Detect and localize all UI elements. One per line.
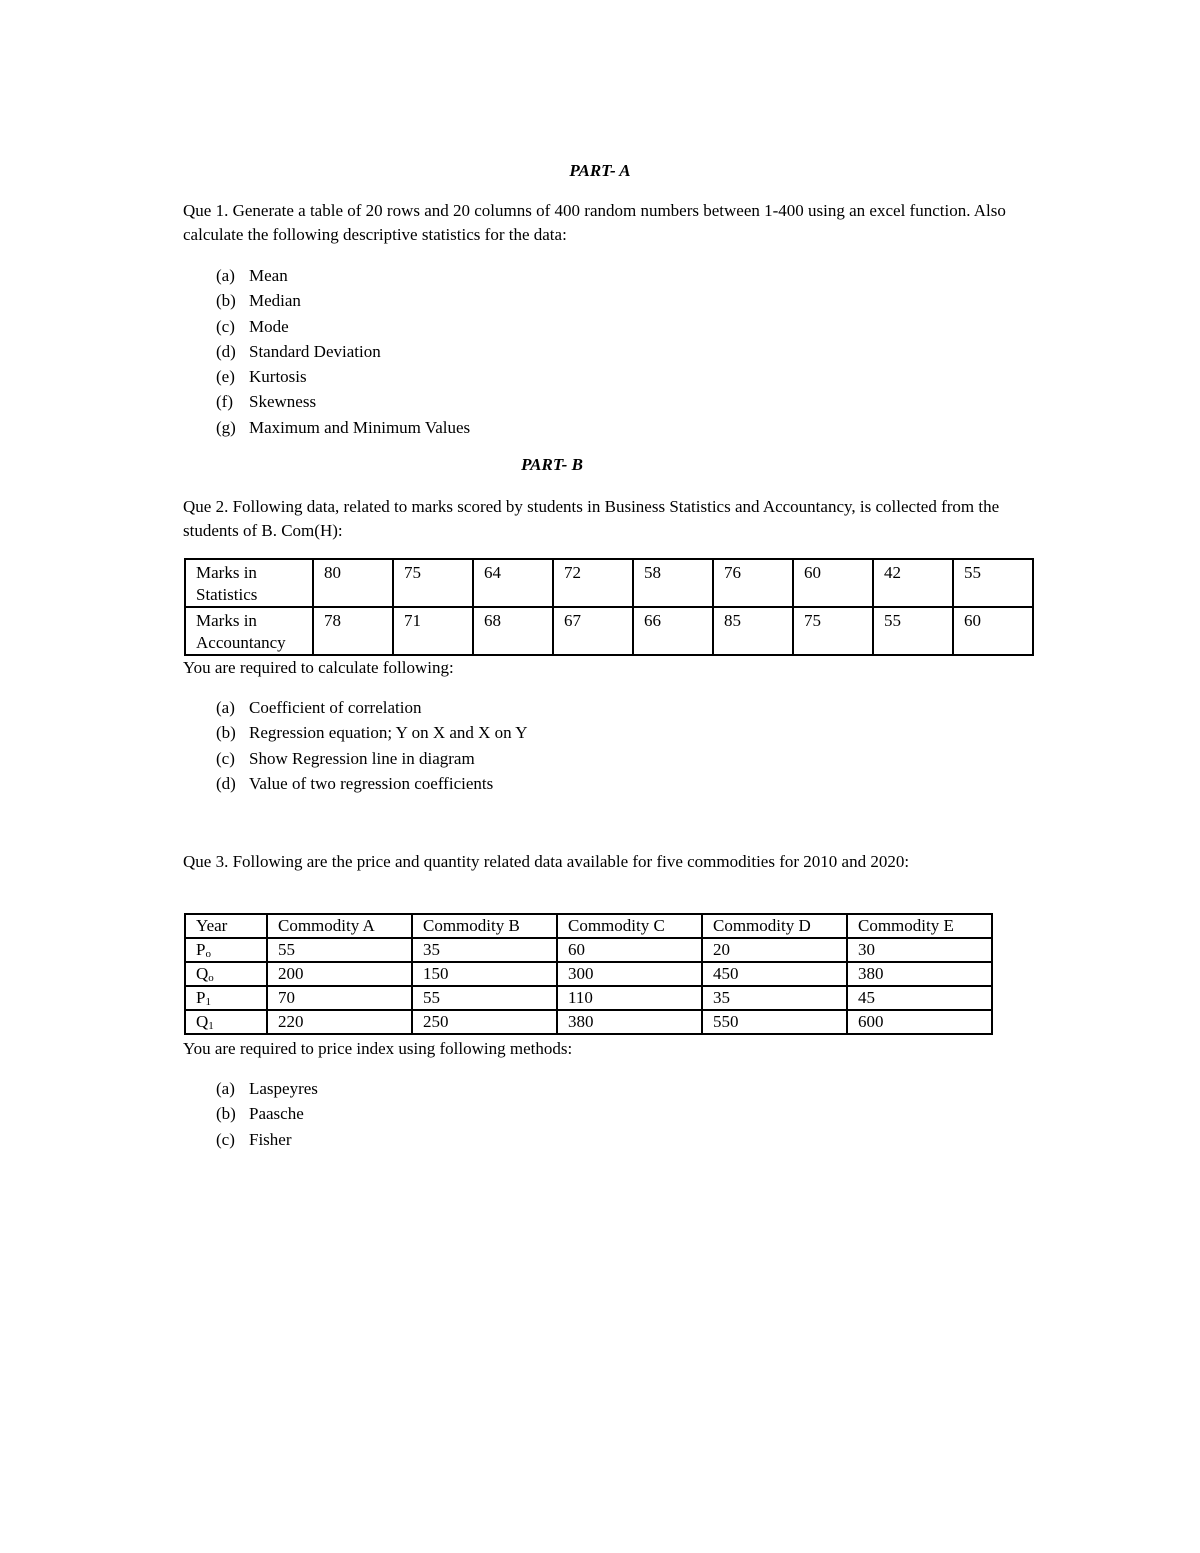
- table-cell: 68: [473, 607, 553, 655]
- part-a-heading: PART- A: [569, 161, 631, 180]
- table-cell: 60: [953, 607, 1033, 655]
- table-cell: 75: [393, 559, 473, 607]
- table-cell: 55: [873, 607, 953, 655]
- table-cell: 20: [702, 938, 847, 962]
- table-cell: 110: [557, 986, 702, 1010]
- marks-table: [184, 558, 1034, 656]
- question-2-text: Que 2. Following data, related to marks scored by students in Business Statistics and Accountancy, is collected from the students of B. Com(H):: [183, 497, 1000, 540]
- table-cell: 71: [393, 607, 473, 655]
- table-cell: 150: [412, 962, 557, 986]
- table-cell: 600: [847, 1010, 992, 1034]
- list-item: [183, 263, 470, 288]
- list-marker: (b): [216, 1104, 236, 1124]
- list-item: [183, 389, 470, 414]
- table-cell: 380: [847, 962, 992, 986]
- table-cell: 35: [702, 986, 847, 1010]
- table-cell: 45: [847, 986, 992, 1010]
- table-cell: 76: [713, 559, 793, 607]
- list-item: [183, 314, 470, 339]
- column-header: Commodity D: [702, 914, 847, 938]
- column-header: Commodity C: [557, 914, 702, 938]
- row-label: [185, 938, 267, 962]
- question-2-list: [183, 695, 528, 796]
- list-item-text: Coefficient of correlation: [249, 698, 422, 717]
- list-item-text: Value of two regression coefficients: [249, 773, 494, 793]
- list-marker: (d): [216, 341, 236, 361]
- table-cell: 75: [793, 607, 873, 655]
- table-cell: 66: [633, 607, 713, 655]
- table-cell: 55: [412, 986, 557, 1010]
- table-row: [185, 962, 992, 986]
- table-cell: 450: [702, 962, 847, 986]
- list-item: [183, 1076, 318, 1101]
- row-label: [185, 962, 267, 986]
- list-item-text: Standard Deviation: [249, 341, 381, 361]
- list-item: [183, 288, 470, 313]
- table-cell: 60: [793, 559, 873, 607]
- list-item-text: Mean: [249, 266, 288, 285]
- list-item-text: Fisher: [249, 1129, 292, 1149]
- list-marker: (b): [216, 291, 236, 311]
- row-label-symbol: P: [196, 940, 206, 959]
- list-item: [183, 746, 528, 771]
- row-label: [185, 986, 267, 1010]
- list-item: [183, 339, 470, 364]
- column-header: Year: [185, 914, 267, 938]
- list-marker: (a): [216, 266, 235, 285]
- question-2-instruction: You are required to calculate following:: [183, 658, 454, 677]
- list-item-text: Laspeyres: [249, 1079, 318, 1098]
- row-label-symbol: P: [196, 988, 206, 1007]
- list-item: [183, 364, 470, 389]
- table-row: [185, 559, 1033, 607]
- row-label-symbol: Q: [196, 1012, 209, 1031]
- table-row: [185, 607, 1033, 655]
- list-marker: (a): [216, 698, 235, 717]
- question-1-list: [183, 263, 470, 440]
- table-row: [185, 986, 992, 1010]
- table-cell: 85: [713, 607, 793, 655]
- table-row: [185, 1010, 992, 1034]
- list-marker: (a): [216, 1079, 235, 1098]
- row-label-subscript: 1: [208, 1020, 214, 1032]
- part-b-heading: PART- B: [521, 455, 583, 474]
- row-label-subscript: 1: [205, 996, 211, 1008]
- list-item-text: Mode: [249, 316, 289, 336]
- table-cell: 70: [267, 986, 412, 1010]
- list-item-text: Skewness: [249, 392, 317, 412]
- list-marker: (c): [216, 748, 235, 768]
- row-label: Marks in Accountancy: [185, 607, 313, 655]
- question-3-text: Que 3. Following are the price and quantity related data available for five commodities for 2010 and 2020:: [183, 852, 910, 871]
- list-marker: (f): [216, 392, 233, 412]
- list-item: [183, 1101, 318, 1126]
- table-row: [185, 938, 992, 962]
- question-3-list: [183, 1076, 318, 1152]
- row-label-subscript: o: [208, 972, 214, 984]
- list-item: [183, 695, 528, 720]
- table-cell: 64: [473, 559, 553, 607]
- table-cell: 30: [847, 938, 992, 962]
- table-cell: 55: [953, 559, 1033, 607]
- list-item-text: Show Regression line in diagram: [249, 748, 475, 768]
- table-cell: 200: [267, 962, 412, 986]
- column-header: Commodity E: [847, 914, 992, 938]
- list-item: [183, 771, 528, 796]
- table-cell: 35: [412, 938, 557, 962]
- table-cell: 300: [557, 962, 702, 986]
- column-header: Commodity B: [412, 914, 557, 938]
- list-marker: (e): [216, 367, 235, 387]
- price-quantity-table: [184, 913, 993, 1035]
- question-3-instruction: You are required to price index using following methods:: [183, 1039, 573, 1058]
- list-item-text: Maximum and Minimum Values: [249, 417, 471, 437]
- list-item-text: Regression equation; Y on X and X on Y: [249, 723, 528, 743]
- row-label-symbol: Q: [196, 964, 209, 983]
- list-marker: (c): [216, 316, 235, 336]
- list-marker: (g): [216, 417, 236, 437]
- table-cell: 80: [313, 559, 393, 607]
- row-label: Marks in Statistics: [185, 559, 313, 607]
- table-cell: 78: [313, 607, 393, 655]
- question-1-text: Que 1. Generate a table of 20 rows and 20 columns of 400 random numbers between 1-400 using an excel function. Also calculate the following descriptive statistics for the data:: [183, 201, 1006, 244]
- table-cell: 60: [557, 938, 702, 962]
- row-label: [185, 1010, 267, 1034]
- table-cell: 72: [553, 559, 633, 607]
- list-item-text: Kurtosis: [249, 367, 307, 387]
- list-item: [183, 1127, 318, 1152]
- column-header: Commodity A: [267, 914, 412, 938]
- list-item: [183, 415, 470, 440]
- table-cell: 58: [633, 559, 713, 607]
- list-item-text: Median: [249, 291, 301, 311]
- table-cell: 42: [873, 559, 953, 607]
- table-cell: 250: [412, 1010, 557, 1034]
- table-header-row: [185, 914, 992, 938]
- list-marker: (d): [216, 773, 236, 793]
- list-marker: (b): [216, 723, 236, 743]
- table-cell: 550: [702, 1010, 847, 1034]
- table-cell: 67: [553, 607, 633, 655]
- table-cell: 380: [557, 1010, 702, 1034]
- list-marker: (c): [216, 1129, 235, 1149]
- table-cell: 55: [267, 938, 412, 962]
- list-item-text: Paasche: [249, 1104, 304, 1124]
- row-label-subscript: o: [205, 948, 211, 960]
- table-cell: 220: [267, 1010, 412, 1034]
- list-item: [183, 720, 528, 745]
